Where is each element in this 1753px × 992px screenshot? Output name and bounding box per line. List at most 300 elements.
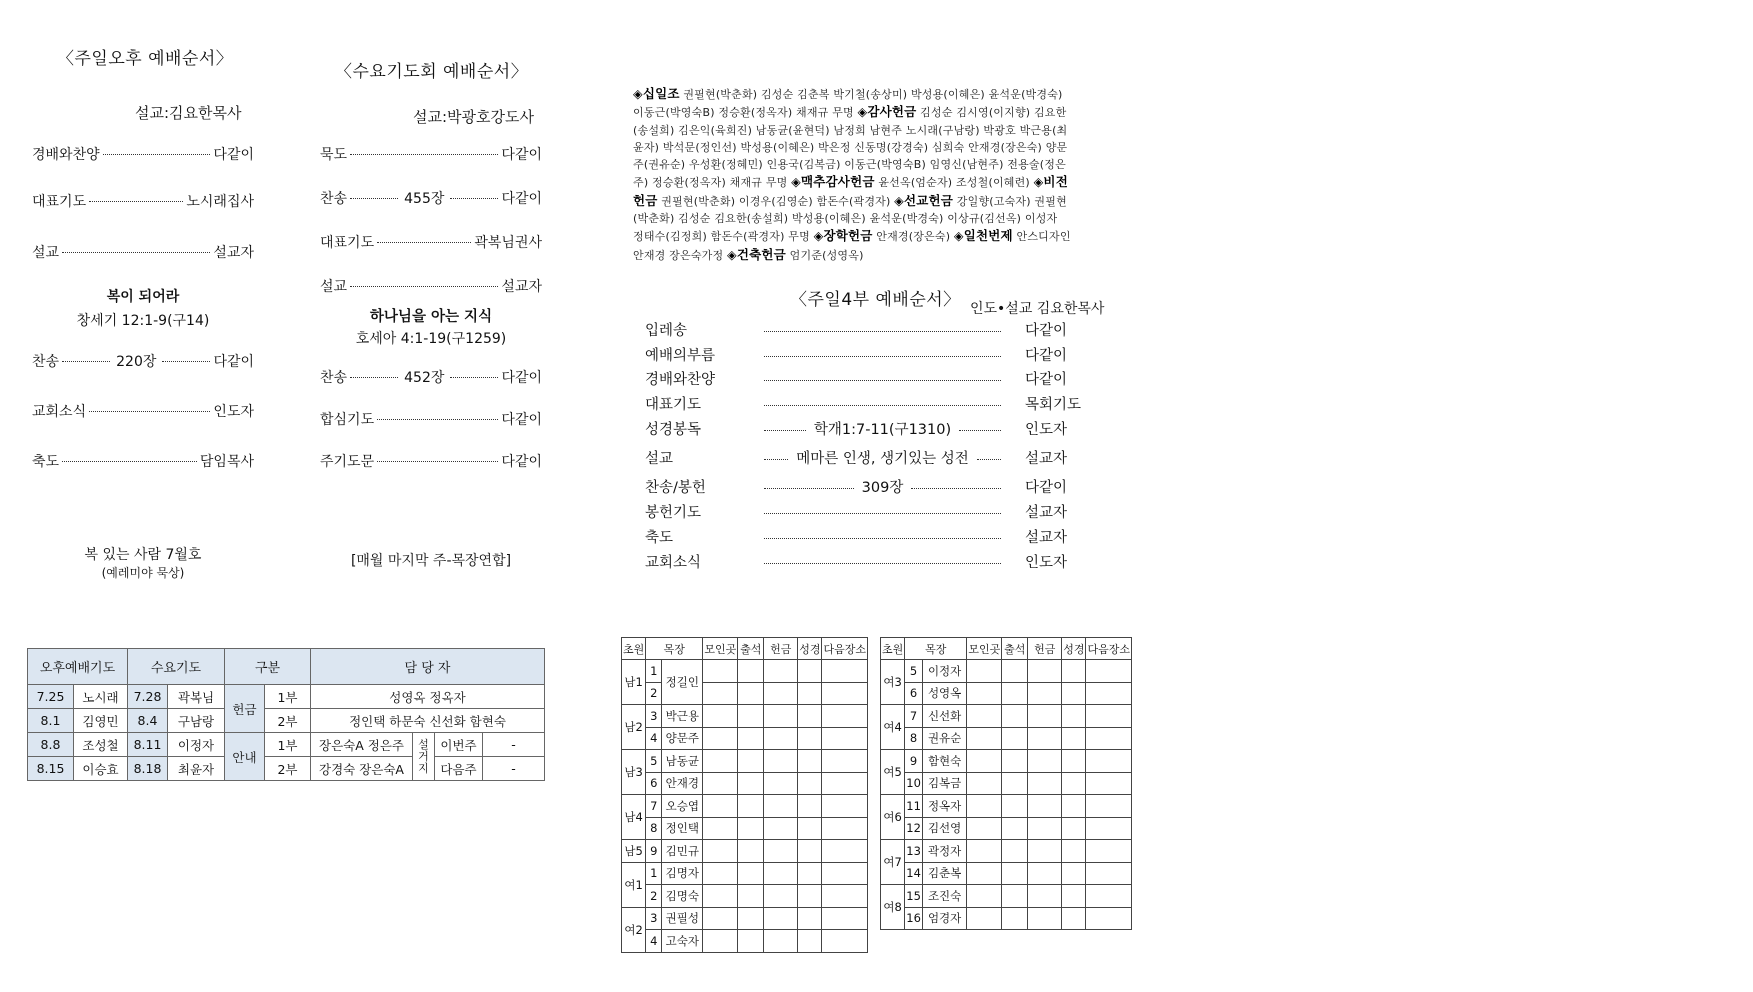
attendance-cell[interactable] xyxy=(798,840,822,863)
attendance-cell[interactable] xyxy=(1086,862,1132,885)
attendance-cell[interactable] xyxy=(798,660,822,683)
attendance-cell[interactable] xyxy=(703,930,738,953)
attendance-header: 출석 xyxy=(738,638,764,660)
mokjang-number: 7 xyxy=(905,705,923,728)
duty-cell: 곽복님 xyxy=(168,685,225,709)
attendance-header: 목장 xyxy=(646,638,703,660)
mokjang-leader: 신선화 xyxy=(922,705,966,728)
attendance-cell[interactable] xyxy=(764,682,798,705)
offering-category: ◈비전 xyxy=(1033,174,1068,190)
attendance-cell[interactable] xyxy=(1028,862,1062,885)
attendance-cell[interactable] xyxy=(1062,907,1086,930)
attendance-cell[interactable] xyxy=(967,907,1002,930)
attendance-header: 성경 xyxy=(798,638,822,660)
attendance-cell[interactable] xyxy=(1028,817,1062,840)
attendance-cell[interactable] xyxy=(764,862,798,885)
table-row xyxy=(622,750,868,773)
attendance-cell[interactable] xyxy=(1002,840,1028,863)
offering-line xyxy=(633,192,1143,210)
offering-names: (박춘화) 김성순 김요한(송설희) 박성용(이혜은) 윤석운(박경숙) 이상규(김선옥) 이성자 xyxy=(633,212,1058,226)
mokjang-number: 12 xyxy=(905,817,923,840)
offering-names: 엄기준(성영옥) xyxy=(785,248,864,262)
duty-cell: 장은숙A 정은주 xyxy=(311,733,413,757)
attendance-cell[interactable] xyxy=(822,682,868,705)
offering-names: 주) 정승환(정옥자) 채재규 무명 xyxy=(633,176,792,190)
mokjang-leader: 정인택 xyxy=(662,817,703,840)
attendance-cell[interactable] xyxy=(967,885,1002,908)
attendance-cell[interactable] xyxy=(703,772,738,795)
order-row: 찬송 455장 다같이 xyxy=(320,191,543,207)
duty-cell: 8.1 xyxy=(28,709,74,733)
mokjang-leader: 박근용 xyxy=(662,705,703,728)
sunday4-detail: 309장 xyxy=(861,479,904,496)
mokjang-leader: 정옥자 xyxy=(922,795,966,818)
attendance-cell[interactable] xyxy=(738,907,764,930)
duty-cell: 성영옥 정옥자 xyxy=(311,685,545,709)
attendance-cell[interactable] xyxy=(1028,795,1062,818)
group-cell: 남3 xyxy=(622,750,646,795)
attendance-cell[interactable] xyxy=(738,817,764,840)
sunday4-item: 봉헌기도 xyxy=(645,504,702,521)
table-row xyxy=(881,772,1132,795)
table-row xyxy=(881,907,1132,930)
offering-names: 김성순 김시영(이지향) 김요한 xyxy=(916,106,1067,120)
offering-list xyxy=(633,85,1143,264)
mokjang-leader: 김명숙 xyxy=(662,885,703,908)
attendance-cell[interactable] xyxy=(822,930,868,953)
mokjang-leader: 오승엽 xyxy=(662,795,703,818)
attendance-cell[interactable] xyxy=(1062,750,1086,773)
mokjang-number: 16 xyxy=(905,907,923,930)
attendance-cell[interactable] xyxy=(1002,907,1028,930)
attendance-cell[interactable] xyxy=(822,705,868,728)
offering-names: 강일향(고숙자) 권필현 xyxy=(953,194,1067,208)
sunday4-row xyxy=(645,393,1130,413)
offering-category: ◈건축헌금 xyxy=(727,246,786,262)
attendance-header: 모인곳 xyxy=(703,638,738,660)
attendance-cell[interactable] xyxy=(1086,682,1132,705)
attendance-cell[interactable] xyxy=(1062,705,1086,728)
mokjang-number: 2 xyxy=(646,682,662,705)
mokjang-leader: 함현숙 xyxy=(922,750,966,773)
mokjang-number: 13 xyxy=(905,840,923,863)
mokjang-number: 9 xyxy=(646,840,662,863)
attendance-cell[interactable] xyxy=(1028,907,1062,930)
attendance-cell[interactable] xyxy=(738,795,764,818)
duty-cell: 강경숙 장은숙A xyxy=(311,757,413,781)
attendance-cell[interactable] xyxy=(738,840,764,863)
table-row xyxy=(881,660,1132,683)
duty-cell: 조성철 xyxy=(74,733,128,757)
attendance-cell[interactable] xyxy=(1086,795,1132,818)
mokjang-leader: 김명자 xyxy=(662,862,703,885)
attendance-cell[interactable] xyxy=(1028,885,1062,908)
duty-cell: 헌금 xyxy=(225,685,265,733)
sunday4-item: 경배와찬양 xyxy=(645,371,716,388)
offering-names: 이동근(박영숙B) 정승환(정옥자) 채재규 무명 xyxy=(633,106,858,120)
attendance-cell[interactable] xyxy=(1002,682,1028,705)
wednesday-preacher: 설교:박광호강도사 xyxy=(413,108,534,126)
sunday4-who: 다같이 xyxy=(1025,371,1068,388)
sunday4-who: 다같이 xyxy=(1025,479,1068,496)
attendance-cell[interactable] xyxy=(822,840,868,863)
offering-names: 안재경 장은숙가정 xyxy=(633,248,728,262)
mokjang-number: 3 xyxy=(646,907,662,930)
mokjang-number: 9 xyxy=(905,750,923,773)
group-cell: 남4 xyxy=(622,795,646,840)
attendance-cell[interactable] xyxy=(738,682,764,705)
table-row xyxy=(622,840,868,863)
attendance-table-right xyxy=(880,637,1132,930)
attendance-cell[interactable] xyxy=(798,750,822,773)
offering-line xyxy=(633,227,1143,245)
attendance-cell[interactable] xyxy=(1086,660,1132,683)
wednesday-sermon-title: 하나님을 아는 지식 xyxy=(369,309,493,325)
duty-cell: 7.28 xyxy=(128,685,168,709)
attendance-cell[interactable] xyxy=(1062,795,1086,818)
attendance-cell[interactable] xyxy=(822,907,868,930)
attendance-cell[interactable] xyxy=(738,885,764,908)
sunday4-row xyxy=(645,418,1130,438)
mokjang-leader: 고숙자 xyxy=(662,930,703,953)
attendance-header: 출석 xyxy=(1002,638,1028,660)
attendance-cell[interactable] xyxy=(1062,772,1086,795)
attendance-cell[interactable] xyxy=(798,772,822,795)
mokjang-leader: 성영옥 xyxy=(922,682,966,705)
attendance-cell[interactable] xyxy=(738,705,764,728)
sunday4-row xyxy=(645,501,1130,521)
table-row xyxy=(881,795,1132,818)
sunday4-row xyxy=(645,368,1130,388)
mokjang-leader: 엄경자 xyxy=(922,907,966,930)
attendance-cell[interactable] xyxy=(703,907,738,930)
table-row xyxy=(622,907,868,930)
mokjang-leader: 남동균 xyxy=(662,750,703,773)
attendance-cell[interactable] xyxy=(1002,660,1028,683)
duty-cell: 8.18 xyxy=(128,757,168,781)
group-cell: 여7 xyxy=(881,840,905,885)
attendance-cell[interactable] xyxy=(1002,795,1028,818)
attendance-cell[interactable] xyxy=(1086,772,1132,795)
attendance-cell[interactable] xyxy=(764,727,798,750)
sunday4-title: 〈주일4부 예배순서〉 xyxy=(790,290,961,310)
mokjang-number: 15 xyxy=(905,885,923,908)
duty-cell: 2부 xyxy=(265,709,311,733)
offering-line xyxy=(633,139,1143,156)
attendance-cell[interactable] xyxy=(798,885,822,908)
mokjang-number: 6 xyxy=(905,682,923,705)
offering-line xyxy=(633,246,1143,264)
mokjang-number: 6 xyxy=(646,772,662,795)
attendance-cell[interactable] xyxy=(1028,682,1062,705)
mokjang-number: 2 xyxy=(646,885,662,908)
attendance-cell[interactable] xyxy=(1002,885,1028,908)
duty-cell: 최윤자 xyxy=(168,757,225,781)
attendance-cell[interactable] xyxy=(798,907,822,930)
offering-category: 헌금 xyxy=(633,192,658,208)
attendance-header: 초원 xyxy=(881,638,905,660)
sunday-pm-note-sub: (예레미야 묵상) xyxy=(101,566,185,580)
table-row xyxy=(622,705,868,728)
attendance-cell[interactable] xyxy=(1002,750,1028,773)
sunday4-item: 찬송/봉헌 xyxy=(645,479,706,496)
offering-names: 권필현(박춘화) 이경우(김영순) 함돈수(곽경자) xyxy=(657,194,895,208)
attendance-cell[interactable] xyxy=(1028,727,1062,750)
attendance-cell[interactable] xyxy=(1028,840,1062,863)
attendance-cell[interactable] xyxy=(822,660,868,683)
attendance-cell[interactable] xyxy=(738,862,764,885)
offering-names: 안재경(장은숙) xyxy=(872,230,954,244)
order-row: 축도 담임목사 xyxy=(32,454,254,470)
attendance-cell[interactable] xyxy=(764,795,798,818)
attendance-cell[interactable] xyxy=(1002,862,1028,885)
attendance-cell[interactable] xyxy=(798,705,822,728)
attendance-cell[interactable] xyxy=(967,727,1002,750)
table-row xyxy=(622,682,868,705)
attendance-cell[interactable] xyxy=(822,727,868,750)
duty-cell: 이정자 xyxy=(168,733,225,757)
attendance-cell[interactable] xyxy=(703,727,738,750)
offering-line xyxy=(633,173,1143,191)
attendance-cell[interactable] xyxy=(822,885,868,908)
table-row xyxy=(622,817,868,840)
attendance-cell[interactable] xyxy=(703,660,738,683)
attendance-cell[interactable] xyxy=(764,907,798,930)
duty-cell: 설거지 xyxy=(413,733,435,781)
order-row: 주기도문 다같이 xyxy=(320,454,542,470)
attendance-cell[interactable] xyxy=(703,795,738,818)
attendance-cell[interactable] xyxy=(967,705,1002,728)
attendance-cell[interactable] xyxy=(1062,885,1086,908)
offering-line xyxy=(633,210,1143,227)
attendance-cell[interactable] xyxy=(1086,840,1132,863)
attendance-cell[interactable] xyxy=(1028,772,1062,795)
order-row: 대표기도 곽복님권사 xyxy=(320,235,542,251)
attendance-cell[interactable] xyxy=(1002,727,1028,750)
table-row xyxy=(881,705,1132,728)
attendance-header: 헌금 xyxy=(1028,638,1062,660)
duty-header: 수요기도 xyxy=(128,649,225,685)
mokjang-number: 4 xyxy=(646,930,662,953)
sunday4-who: 다같이 xyxy=(1025,347,1068,364)
attendance-cell[interactable] xyxy=(738,660,764,683)
attendance-cell[interactable] xyxy=(738,727,764,750)
sunday4-item: 입레송 xyxy=(645,322,688,339)
sunday-pm-order-2 xyxy=(32,351,254,471)
attendance-cell[interactable] xyxy=(798,727,822,750)
attendance-cell[interactable] xyxy=(798,682,822,705)
mokjang-leader: 김복금 xyxy=(922,772,966,795)
attendance-cell[interactable] xyxy=(967,817,1002,840)
attendance-cell[interactable] xyxy=(967,772,1002,795)
table-row xyxy=(881,682,1132,705)
mokjang-number: 3 xyxy=(646,705,662,728)
offering-names: 안스디자인 xyxy=(1012,230,1071,244)
attendance-cell[interactable] xyxy=(1028,660,1062,683)
sunday4-who: 설교자 xyxy=(1025,529,1068,546)
wednesday-note: [매월 마지막 주-목장연합] xyxy=(350,553,512,569)
attendance-cell[interactable] xyxy=(1086,727,1132,750)
mokjang-leader: 김춘복 xyxy=(922,862,966,885)
offering-names: 정태수(김정희) 함돈수(곽경자) 무명 xyxy=(633,230,814,244)
attendance-cell[interactable] xyxy=(703,682,738,705)
sunday4-row xyxy=(645,551,1130,571)
attendance-cell[interactable] xyxy=(967,682,1002,705)
duty-cell: 구남랑 xyxy=(168,709,225,733)
attendance-cell[interactable] xyxy=(1002,817,1028,840)
mokjang-leader: 김민규 xyxy=(662,840,703,863)
mokjang-leader: 양문주 xyxy=(662,727,703,750)
table-row xyxy=(622,772,868,795)
mokjang-number: 1 xyxy=(646,660,662,683)
sunday4-item: 교회소식 xyxy=(645,554,702,571)
attendance-cell[interactable] xyxy=(798,795,822,818)
attendance-header: 성경 xyxy=(1062,638,1086,660)
attendance-cell[interactable] xyxy=(764,772,798,795)
attendance-cell[interactable] xyxy=(967,795,1002,818)
group-cell: 남5 xyxy=(622,840,646,863)
attendance-cell[interactable] xyxy=(764,660,798,683)
attendance-cell[interactable] xyxy=(764,705,798,728)
sunday4-detail: 메마른 인생, 생기있는 성전 xyxy=(796,450,969,467)
attendance-cell[interactable] xyxy=(764,817,798,840)
mokjang-number: 4 xyxy=(646,727,662,750)
offering-names: 윤자) 박석문(정인선) 박성용(이혜은) 박은정 신동명(강경숙) 심희숙 안재경(장은숙) 양문 xyxy=(633,140,1068,154)
duty-cell: 정인택 하문숙 신선화 함현숙 xyxy=(311,709,545,733)
attendance-cell[interactable] xyxy=(822,750,868,773)
mokjang-number: 8 xyxy=(905,727,923,750)
attendance-cell[interactable] xyxy=(1086,907,1132,930)
attendance-cell[interactable] xyxy=(738,930,764,953)
attendance-cell[interactable] xyxy=(798,817,822,840)
attendance-cell[interactable] xyxy=(738,750,764,773)
order-row: 설교 설교자 xyxy=(32,245,254,261)
attendance-cell[interactable] xyxy=(798,862,822,885)
mokjang-leader: 김선영 xyxy=(922,817,966,840)
duty-header: 담 당 자 xyxy=(311,649,545,685)
group-cell: 여8 xyxy=(881,885,905,930)
attendance-cell[interactable] xyxy=(1002,772,1028,795)
attendance-cell[interactable] xyxy=(798,930,822,953)
duty-cell: - xyxy=(483,733,545,757)
mokjang-number: 11 xyxy=(905,795,923,818)
attendance-cell[interactable] xyxy=(1062,817,1086,840)
attendance-cell[interactable] xyxy=(1086,817,1132,840)
duty-cell: 1부 xyxy=(265,733,311,757)
duty-cell: 이승효 xyxy=(74,757,128,781)
sunday4-row xyxy=(645,319,1130,339)
offering-names: (송설희) 김은익(육희진) 남동균(윤현덕) 남정희 남현주 노시래(구남랑) 박광호 박근용(최 xyxy=(633,123,1068,137)
offering-category: ◈일천번제 xyxy=(953,228,1013,244)
group-cell: 여2 xyxy=(622,907,646,952)
sunday4-who: 인도자 xyxy=(1025,421,1068,438)
sunday4-item: 대표기도 xyxy=(645,396,702,413)
group-cell: 여1 xyxy=(622,862,646,907)
attendance-cell[interactable] xyxy=(1086,750,1132,773)
wednesday-order xyxy=(320,144,542,296)
offering-names: 권필현(박춘화) 김성순 김춘복 박기철(송상미) 박성용(이혜은) 윤석운(박경숙) xyxy=(679,88,1063,101)
group-cell: 여4 xyxy=(881,705,905,750)
sunday4-who: 설교자 xyxy=(1025,450,1068,467)
attendance-cell[interactable] xyxy=(1062,682,1086,705)
group-cell: 남1 xyxy=(622,660,646,705)
duty-table xyxy=(27,648,545,781)
table-row xyxy=(622,660,868,683)
attendance-cell[interactable] xyxy=(1086,705,1132,728)
attendance-cell[interactable] xyxy=(1028,750,1062,773)
offering-line xyxy=(633,85,1143,103)
attendance-cell[interactable] xyxy=(822,772,868,795)
attendance-cell[interactable] xyxy=(703,705,738,728)
attendance-cell[interactable] xyxy=(822,795,868,818)
sunday-pm-scripture: 창세기 12:1-9(구14) xyxy=(76,313,210,329)
duty-cell: 8.15 xyxy=(28,757,74,781)
wednesday-title: 〈수요기도회 예배순서〉 xyxy=(335,62,529,82)
duty-header: 오후예배기도 xyxy=(28,649,128,685)
sunday4-item: 축도 xyxy=(645,529,674,546)
attendance-header: 다음장소 xyxy=(1086,638,1132,660)
attendance-cell[interactable] xyxy=(703,840,738,863)
sunday-pm-title: 〈주일오후 예배순서〉 xyxy=(57,49,234,69)
attendance-cell[interactable] xyxy=(967,750,1002,773)
offering-names: 윤선옥(엄순자) 조성철(이혜련) xyxy=(874,176,1034,190)
attendance-cell[interactable] xyxy=(967,862,1002,885)
order-row: 대표기도 노시래집사 xyxy=(32,194,254,210)
offering-category: ◈감사헌금 xyxy=(857,104,917,120)
attendance-cell[interactable] xyxy=(1062,660,1086,683)
attendance-cell[interactable] xyxy=(967,840,1002,863)
group-cell: 남2 xyxy=(622,705,646,750)
attendance-cell[interactable] xyxy=(764,840,798,863)
sunday4-row xyxy=(645,447,1130,467)
sunday-pm-sermon-title: 복이 되어라 xyxy=(106,289,180,305)
mokjang-number: 5 xyxy=(905,660,923,683)
order-row: 교회소식 인도자 xyxy=(32,404,254,420)
attendance-cell[interactable] xyxy=(1086,885,1132,908)
duty-cell: 안내 xyxy=(225,733,265,781)
table-row xyxy=(622,930,868,953)
attendance-cell[interactable] xyxy=(1028,705,1062,728)
sunday4-detail: 학개1:7-11(구1310) xyxy=(813,421,952,438)
attendance-cell[interactable] xyxy=(822,862,868,885)
attendance-cell[interactable] xyxy=(764,885,798,908)
attendance-cell[interactable] xyxy=(764,930,798,953)
sunday4-leader: 인도•설교 김요한목사 xyxy=(970,301,1105,317)
duty-cell: 8.8 xyxy=(28,733,74,757)
attendance-cell[interactable] xyxy=(967,660,1002,683)
attendance-cell[interactable] xyxy=(1062,727,1086,750)
attendance-cell[interactable] xyxy=(1062,862,1086,885)
mokjang-number: 14 xyxy=(905,862,923,885)
mokjang-leader: 이정자 xyxy=(922,660,966,683)
attendance-cell[interactable] xyxy=(738,772,764,795)
table-row xyxy=(881,727,1132,750)
sunday4-row xyxy=(645,344,1130,364)
offering-category: ◈선교헌금 xyxy=(894,192,954,208)
attendance-cell[interactable] xyxy=(703,885,738,908)
attendance-cell[interactable] xyxy=(703,750,738,773)
attendance-cell[interactable] xyxy=(764,750,798,773)
duty-cell: 이번주 xyxy=(435,733,483,757)
sunday4-who: 목회기도 xyxy=(1025,396,1082,413)
attendance-cell[interactable] xyxy=(822,817,868,840)
attendance-cell[interactable] xyxy=(703,817,738,840)
attendance-cell[interactable] xyxy=(1002,705,1028,728)
attendance-cell[interactable] xyxy=(703,862,738,885)
order-row: 찬송 220장 다같이 xyxy=(32,354,255,370)
offering-category: ◈십일조 xyxy=(633,86,680,101)
attendance-cell[interactable] xyxy=(1062,840,1086,863)
